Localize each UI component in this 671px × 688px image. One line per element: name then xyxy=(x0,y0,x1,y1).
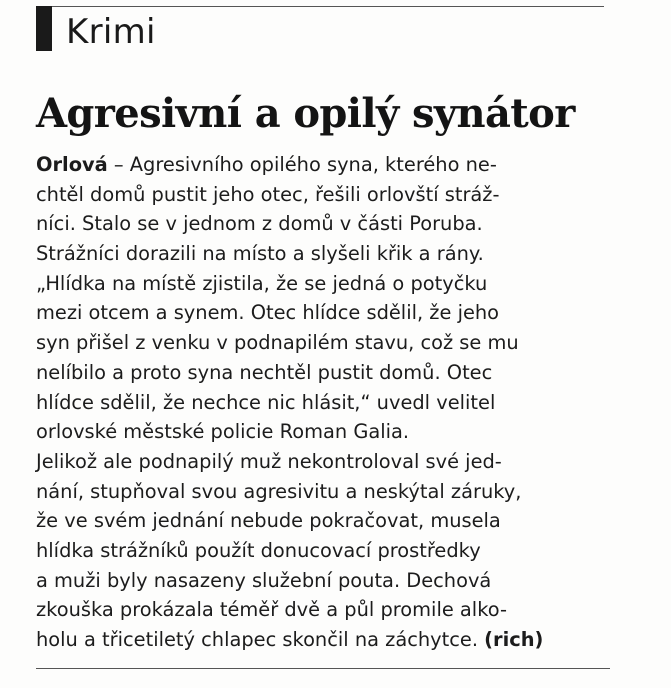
body-line: chtěl domů pustit jeho otec, řešili orlovští stráž- xyxy=(36,182,500,206)
article-headline: Agresivní a opilý synátor xyxy=(36,90,575,137)
dateline: Orlová xyxy=(36,153,108,176)
article-body xyxy=(36,150,616,655)
body-line: a muži byly nasazeny služební pouta. Dechová xyxy=(36,568,492,592)
bottom-divider xyxy=(36,668,610,669)
body-line: hlídka strážníků použít donucovací prostředky xyxy=(36,538,481,562)
body-line: Jelikož ale podnapilý muž nekontroloval své jed- xyxy=(36,449,502,473)
body-line: nelíbilo a proto syna nechtěl pustit domů. Otec xyxy=(36,360,493,384)
body-line: syn přišel z venku v podnapilém stavu, což se mu xyxy=(36,331,519,355)
body-line: nání, stupňoval svou agresivitu a neskýtal záruky, xyxy=(36,479,522,503)
section-label: Krimi xyxy=(66,12,156,52)
body-line: mezi otcem a synem. Otec hlídce sdělil, že jeho xyxy=(36,301,500,325)
author-byline: (rich) xyxy=(484,628,544,651)
top-divider xyxy=(36,6,604,7)
body-line: orlovské městské policie Roman Galia. xyxy=(36,420,410,444)
body-line: že ve svém jednání nebude pokračovat, musela xyxy=(36,509,501,533)
body-line xyxy=(36,150,616,180)
body-line xyxy=(36,625,616,655)
body-line-text: – Agresivního opilého syna, kterého ne- xyxy=(107,153,497,176)
body-line: zkouška prokázala téměř dvě a půl promile alko- xyxy=(36,598,507,622)
body-line-text: holu a třicetiletý chlapec skončil na záchytce. xyxy=(36,628,485,651)
body-line: „Hlídka na místě zjistila, že se jedná o potyčku xyxy=(36,271,488,295)
body-line: hlídce sdělil, že nechce nic hlásit,“ uvedl velitel xyxy=(36,390,496,414)
body-line: Strážníci dorazili na místo a slyšeli křik a rány. xyxy=(36,242,484,266)
body-line: níci. Stalo se v jednom z domů v části Poruba. xyxy=(36,212,483,236)
section-marker-bar xyxy=(36,6,52,51)
